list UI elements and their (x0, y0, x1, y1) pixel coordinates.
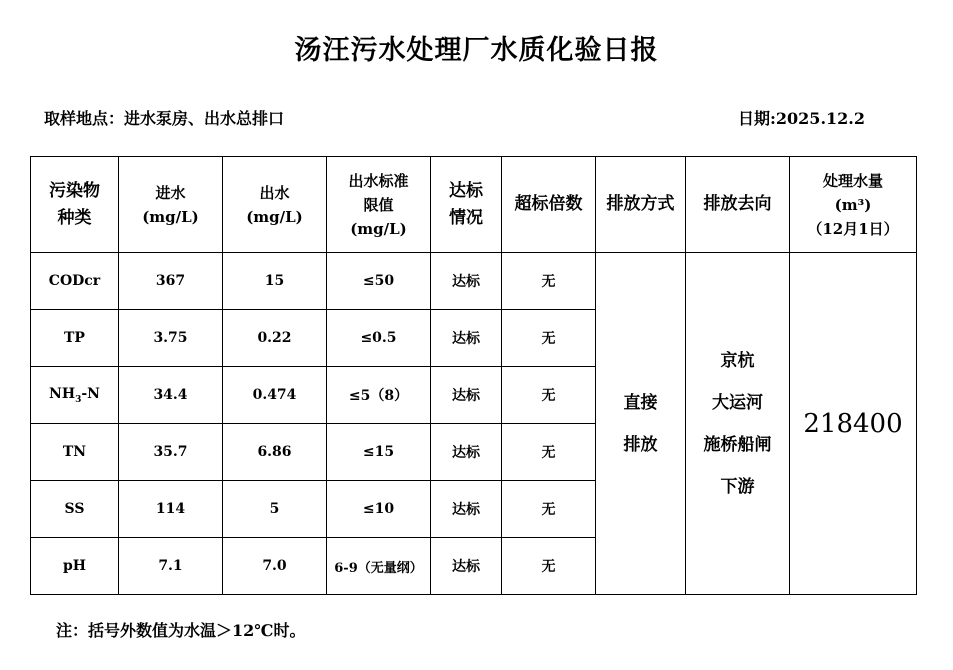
footnote: 注：括号外数值为水温＞12℃时。 (56, 621, 306, 640)
water-quality-table (30, 156, 917, 595)
outflow-value: 5 (223, 481, 327, 538)
volume-value: 218400 (790, 253, 917, 595)
limit-value: ≤0.5 (327, 310, 431, 367)
sampling-location: 取样地点：进水泵房、出水总排口 (44, 109, 285, 128)
table-header-row (31, 157, 917, 253)
report-title: 汤汪污水处理厂水质化验日报 (294, 35, 659, 66)
header-outflow: 出水 (mg/L) (223, 157, 327, 253)
status-value: 达标 (431, 481, 502, 538)
header-discharge-destination: 排放去向 (686, 157, 790, 253)
header-discharge-method: 排放方式 (596, 157, 686, 253)
header-inflow: 进水 (mg/L) (119, 157, 223, 253)
inflow-value: 114 (119, 481, 223, 538)
pollutant-name: TP (31, 310, 119, 367)
header-volume: 处理水量 (m³) （12月1日） (790, 157, 917, 253)
outflow-value: 7.0 (223, 538, 327, 595)
status-value: 达标 (431, 538, 502, 595)
inflow-value: 367 (119, 253, 223, 310)
pollutant-name: $NH_3-N$ (31, 367, 119, 424)
pollutant-name: CODcr (31, 253, 119, 310)
limit-value: ≤50 (327, 253, 431, 310)
limit-value: 6-9（无量纲） (327, 538, 431, 595)
header-pollutant: 污染物 种类 (31, 157, 119, 253)
inflow-value: 35.7 (119, 424, 223, 481)
pollutant-name: TN (31, 424, 119, 481)
outflow-value: 0.474 (223, 367, 327, 424)
limit-value: ≤15 (327, 424, 431, 481)
discharge-destination-value: 京杭 大运河 施桥船闸 下游 (686, 253, 790, 595)
pollutant-name: pH (31, 538, 119, 595)
exceed-value: 无 (502, 253, 596, 310)
limit-value: ≤5（8） (327, 367, 431, 424)
header-standard-limit: 出水标准 限值 (mg/L) (327, 157, 431, 253)
header-status: 达标 情况 (431, 157, 502, 253)
exceed-value: 无 (502, 367, 596, 424)
status-value: 达标 (431, 253, 502, 310)
header-exceed: 超标倍数 (502, 157, 596, 253)
status-value: 达标 (431, 310, 502, 367)
outflow-value: 6.86 (223, 424, 327, 481)
exceed-value: 无 (502, 481, 596, 538)
outflow-value: 0.22 (223, 310, 327, 367)
inflow-value: 3.75 (119, 310, 223, 367)
pollutant-name: SS (31, 481, 119, 538)
outflow-value: 15 (223, 253, 327, 310)
table-row (31, 253, 917, 310)
exceed-value: 无 (502, 424, 596, 481)
exceed-value: 无 (502, 310, 596, 367)
inflow-value: 7.1 (119, 538, 223, 595)
status-value: 达标 (431, 367, 502, 424)
discharge-method-value: 直接 排放 (596, 253, 686, 595)
report-date: 日期:2025.12.2 (738, 109, 865, 128)
exceed-value: 无 (502, 538, 596, 595)
status-value: 达标 (431, 424, 502, 481)
limit-value: ≤10 (327, 481, 431, 538)
inflow-value: 34.4 (119, 367, 223, 424)
